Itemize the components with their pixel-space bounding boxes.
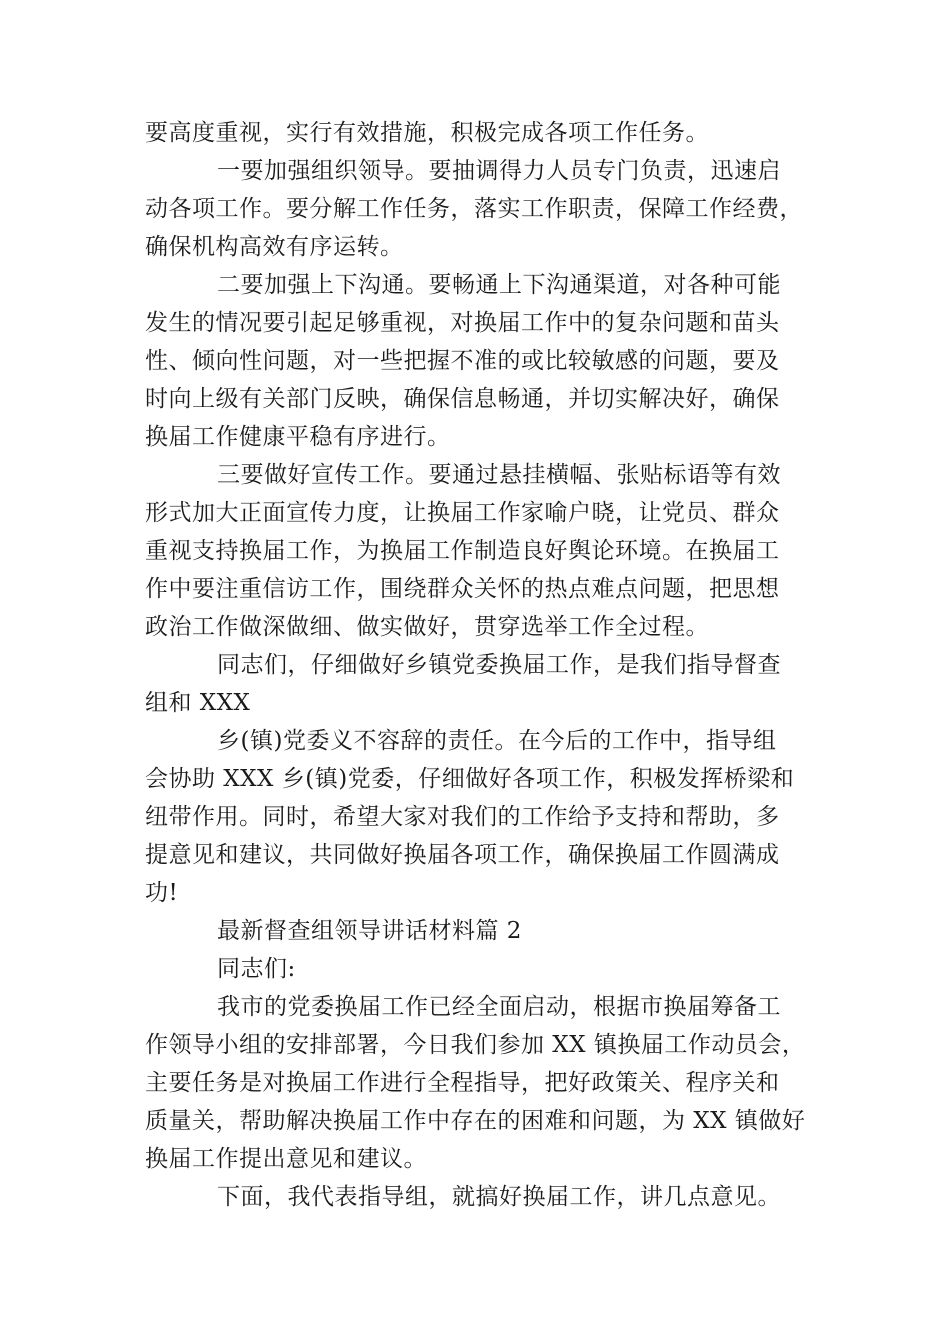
text-line: 纽带作用。同时，希望大家对我们的工作给予支持和帮助，多	[145, 804, 780, 830]
text-line: 动各项工作。要分解工作任务，落实工作职责，保障工作经费，	[145, 196, 803, 222]
text-line: 作领导小组的安排部署，今日我们参加 XX 镇换届工作动员会，	[145, 1032, 806, 1058]
text-line: 二要加强上下沟通。要畅通上下沟通渠道，对各种可能	[217, 272, 781, 298]
text-line: 最新督查组领导讲话材料篇 2	[217, 918, 522, 944]
text-line: 功!	[145, 880, 179, 906]
text-line: 时向上级有关部门反映，确保信息畅通，并切实解决好，确保	[145, 386, 780, 412]
text-line: 发生的情况要引起足够重视，对换届工作中的复杂问题和苗头	[145, 310, 780, 336]
text-line: 提意见和建议，共同做好换届各项工作，确保换届工作圆满成	[145, 842, 780, 868]
text-line: 乡(镇)党委义不容辞的责任。在今后的工作中，指导组	[217, 728, 777, 754]
text-line: 同志们:	[217, 956, 296, 982]
text-line: 会协助 XXX 乡(镇)党委，仔细做好各项工作，积极发挥桥梁和	[145, 766, 795, 792]
text-line: 质量关，帮助解决换届工作中存在的困难和问题，为 XX 镇做好	[145, 1108, 806, 1134]
document-body	[145, 114, 805, 1216]
text-line: 确保机构高效有序运转。	[145, 234, 404, 260]
text-line: 我市的党委换届工作已经全面启动，根据市换届筹备工	[217, 994, 781, 1020]
text-line: 下面，我代表指导组，就搞好换届工作，讲几点意见。	[217, 1184, 781, 1210]
text-line: 政治工作做深做细、做实做好，贯穿选举工作全过程。	[145, 614, 709, 640]
text-line: 要高度重视，实行有效措施，积极完成各项工作任务。	[145, 120, 709, 146]
text-line: 三要做好宣传工作。要通过悬挂横幅、张贴标语等有效	[217, 462, 781, 488]
text-line: 性、倾向性问题，对一些把握不准的或比较敏感的问题，要及	[145, 348, 780, 374]
text-line: 同志们，仔细做好乡镇党委换届工作，是我们指导督查	[217, 652, 781, 678]
text-line: 换届工作健康平稳有序进行。	[145, 424, 451, 450]
text-line: 主要任务是对换届工作进行全程指导，把好政策关、程序关和	[145, 1070, 780, 1096]
text-line: 作中要注重信访工作，围绕群众关怀的热点难点问题，把思想	[145, 576, 780, 602]
text-line: 形式加大正面宣传力度，让换届工作家喻户晓，让党员、群众	[145, 500, 780, 526]
text-line: 组和 XXX	[145, 690, 251, 716]
text-line: 换届工作提出意见和建议。	[145, 1146, 427, 1172]
text-line: 重视支持换届工作，为换届工作制造良好舆论环境。在换届工	[145, 538, 780, 564]
text-line: 一要加强组织领导。要抽调得力人员专门负责，迅速启	[217, 158, 781, 184]
